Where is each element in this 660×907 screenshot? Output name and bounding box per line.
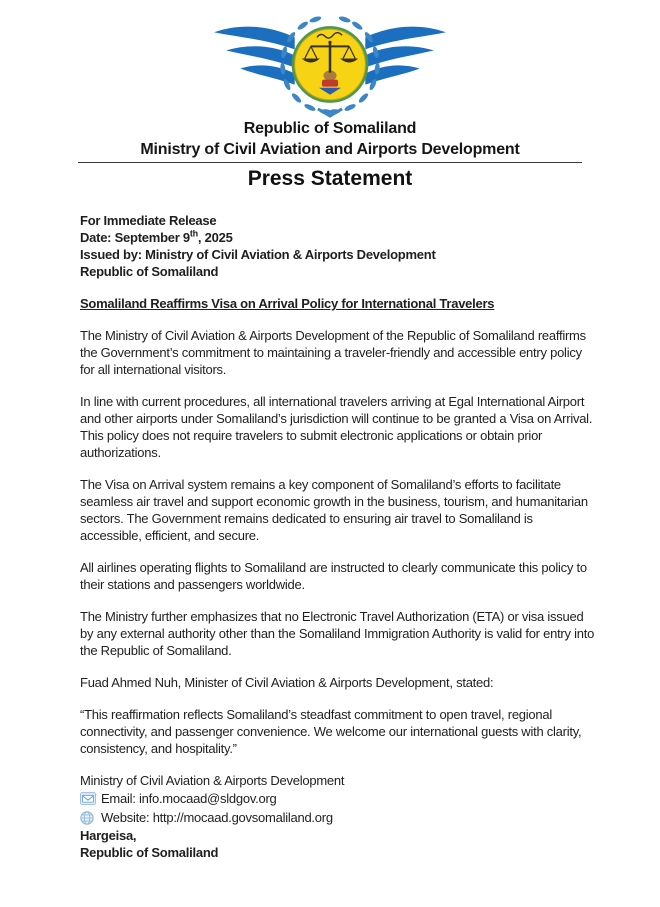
email-text: Email: info.mocaad@sldgov.org bbox=[101, 791, 277, 806]
release-meta-block bbox=[80, 212, 595, 280]
footer-country: Republic of Somaliland bbox=[80, 845, 219, 860]
paragraph-visa-system: The Visa on Arrival system remains a key component of Somaliland’s efforts to facilitate seamless air travel and support economic growth in the business, tourism, and humanitarian sectors. The Government remains dedicated to ensuring air travel to Somaliland is accessible, efficient, and secure. bbox=[80, 477, 588, 543]
email-envelope-icon bbox=[80, 792, 96, 805]
logo-container bbox=[0, 12, 660, 118]
header-divider bbox=[78, 162, 582, 163]
logo-emblem-icon bbox=[293, 28, 367, 102]
minister-quote: “This reaffirmation reflects Somaliland’s steadfast commitment to open travel, regional connectivity, and passenger convenience. We welcome our international guests with clarity, consistency, and hospitality.” bbox=[80, 707, 582, 756]
date-line bbox=[80, 229, 595, 246]
document-title: Press Statement bbox=[247, 167, 413, 190]
release-line: For Immediate Release bbox=[80, 213, 217, 228]
paragraph-visa-procedure: In line with current procedures, all international travelers arriving at Egal International Airport and other airports under Somaliland’s jurisdiction will continue to be granted a Visa on Arrival. This policy does not require travelers to submit electronic applications or obtain prior authorizations. bbox=[80, 394, 593, 460]
ministry-logo-icon bbox=[214, 12, 446, 118]
website-text: Website: http://mocaad.govsomaliland.org bbox=[101, 810, 333, 825]
footer-city: Hargeisa, bbox=[80, 828, 137, 843]
email-row bbox=[80, 789, 595, 808]
country-title: Republic of Somaliland bbox=[243, 120, 417, 137]
globe-icon bbox=[80, 811, 96, 825]
document-body bbox=[80, 212, 595, 861]
website-row bbox=[80, 808, 595, 827]
paragraph-eta-notice: The Ministry further emphasizes that no Electronic Travel Authorization (ETA) or visa issued by any external authority other than the Somaliland Immigration Authority is valid for entry into the Republic of Somaliland. bbox=[80, 609, 595, 658]
date-ordinal-superscript: th bbox=[189, 228, 198, 239]
issuer-location-line: Republic of Somaliland bbox=[80, 264, 219, 279]
paragraph-intro: The Ministry of Civil Aviation & Airports Development of the Republic of Somaliland reaffirms the Government’s commitment to maintaining a traveler-friendly and accessible entry policy for all international visitors. bbox=[80, 328, 586, 377]
ministry-title: Ministry of Civil Aviation and Airports Development bbox=[140, 141, 520, 158]
date-prefix: Date: September 9 bbox=[80, 230, 190, 245]
contact-footer bbox=[80, 772, 595, 861]
issued-by-line: Issued by: Ministry of Civil Aviation & Airports Development bbox=[80, 247, 436, 262]
footer-organization: Ministry of Civil Aviation & Airports Development bbox=[80, 773, 345, 788]
statement-headline: Somaliland Reaffirms Visa on Arrival Policy for International Travelers bbox=[80, 296, 495, 311]
date-suffix: , 2025 bbox=[197, 230, 233, 245]
paragraph-minister-attribution: Fuad Ahmed Nuh, Minister of Civil Aviation & Airports Development, stated: bbox=[80, 675, 494, 690]
paragraph-airlines: All airlines operating flights to Somaliland are instructed to clearly communicate this policy to their stations and passengers worldwide. bbox=[80, 560, 587, 592]
